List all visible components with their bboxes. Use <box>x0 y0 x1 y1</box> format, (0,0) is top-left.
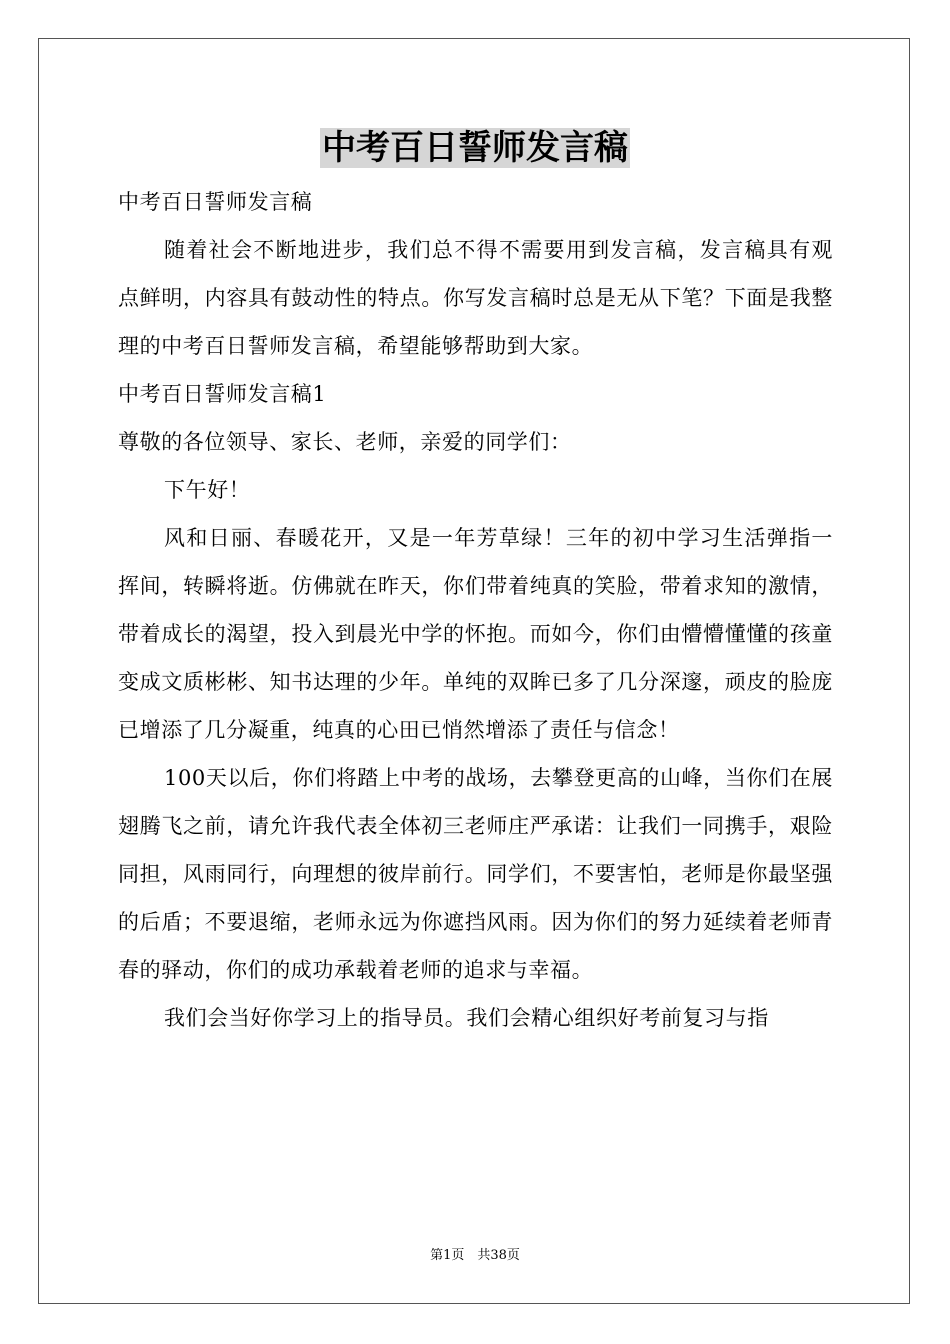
greeting-paragraph: 下午好！ <box>164 478 251 502</box>
intro-paragraph: 随着社会不断地进步，我们总不得不需要用到发言稿，发言稿具有观点鲜明，内容具有鼓动性的特点。你写发言稿时总是无从下笔？下面是我整理的中考百日誓师发言稿，希望能够帮助到大家。 <box>118 238 833 358</box>
body-paragraph: 风和日丽、春暖花开，又是一年芳草绿！三年的初中学习生活弹指一挥间，转瞬将逝。仿佛就在昨天，你们带着纯真的笑脸，带着求知的激情，带着成长的渴望，投入到晨光中学的怀抱。而如今，你们由懵懵懂懂的孩童变成文质彬彬、知书达理的少年。单纯的双眸已多了几分深邃，顽皮的脸庞已增添了几分凝重，纯真的心田已悄然增添了责任与信念！ <box>118 526 833 742</box>
document-title <box>0 126 950 170</box>
body-paragraph: 100天以后，你们将踏上中考的战场，去攀登更高的山峰，当你们在展翅腾飞之前，请允许我代表全体初三老师庄严承诺：让我们一同携手，艰险同担，风雨同行，向理想的彼岸前行。同学们，不要害怕，老师是你最坚强的后盾；不要退缩，老师永远为你遮挡风雨。因为你们的努力延续着老师青春的驿动，你们的成功承载着老师的追求与幸福。 <box>118 766 833 982</box>
section-heading: 中考百日誓师发言稿1 <box>118 382 327 406</box>
body-paragraph: 我们会当好你学习上的指导员。我们会精心组织好考前复习与指 <box>164 1006 769 1030</box>
page-footer <box>0 1247 950 1265</box>
document-title-text: 中考百日誓师发言稿 <box>322 128 628 168</box>
subtitle-paragraph: 中考百日誓师发言稿 <box>118 190 313 214</box>
page-number: 第1页 共38页 <box>430 1248 520 1263</box>
salutation-paragraph: 尊敬的各位领导、家长、老师，亲爱的同学们： <box>118 430 572 454</box>
document-body <box>118 178 833 1042</box>
